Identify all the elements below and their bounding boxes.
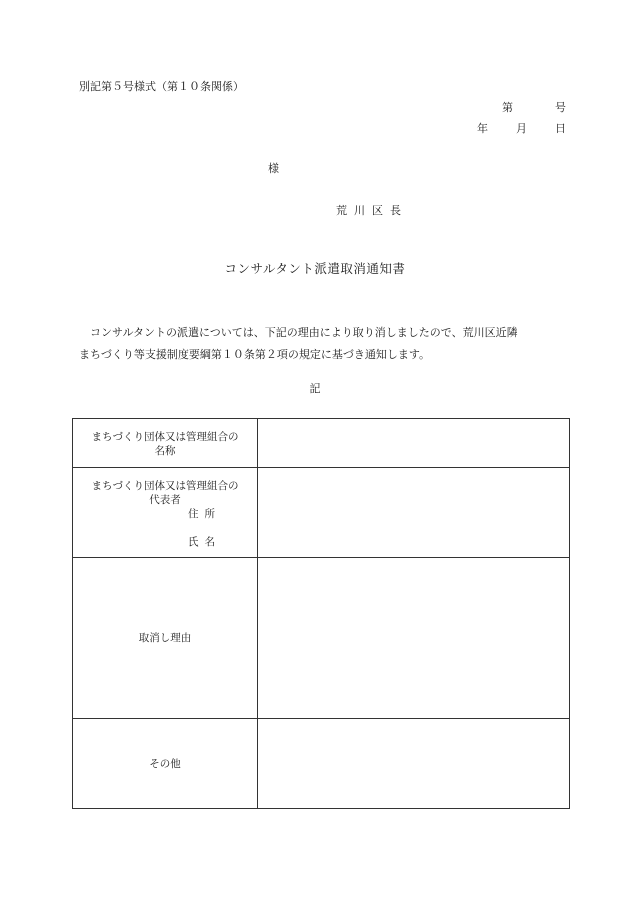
table-row-representative [73,468,570,558]
table-row-organization-name [73,419,570,468]
other-field[interactable] [258,719,570,809]
ki-heading: 記 [309,382,321,395]
representative-label [73,468,258,558]
body-line-1: コンサルタントの派遣については、下記の理由により取り消しましたので、荒川区近隣 [90,326,518,339]
other-label: その他 [73,719,258,809]
representative-label-line1: まちづくり団体又は管理組合の [91,480,239,492]
body-line-2: まちづくり等支援制度要綱第１０条第２項の規定に基づき通知します。 [79,348,431,361]
representative-field[interactable] [258,468,570,558]
date-month: 月 [516,122,527,135]
cancellation-reason-field[interactable] [258,558,570,719]
table-row-cancellation-reason [73,558,570,719]
document-number-line [502,102,566,113]
cancellation-reason-label: 取消し理由 [73,558,258,719]
representative-address-label: 住所 [188,508,221,520]
number-prefix: 第 [502,101,513,114]
number-suffix: 号 [555,101,566,114]
date-line [477,123,566,134]
form-number-label: 別記第５号様式（第１０条関係） [79,80,244,93]
notification-table [72,418,570,809]
organization-name-field[interactable] [258,419,570,468]
table-row-other [73,719,570,809]
document-title: コンサルタント派遣取消通知書 [224,261,406,276]
date-day: 日 [555,122,566,135]
organization-name-label-line2: 名称 [154,445,176,457]
organization-name-label-line1: まちづくり団体又は管理組合の [91,431,239,443]
issuer-name: 荒川区長 [336,204,408,217]
addressee-honorific: 様 [268,162,279,175]
body-paragraph [79,322,574,366]
organization-name-label [73,419,258,468]
date-year: 年 [477,122,488,135]
representative-label-line2: 代表者 [149,494,181,506]
representative-name-label: 氏名 [188,536,221,548]
